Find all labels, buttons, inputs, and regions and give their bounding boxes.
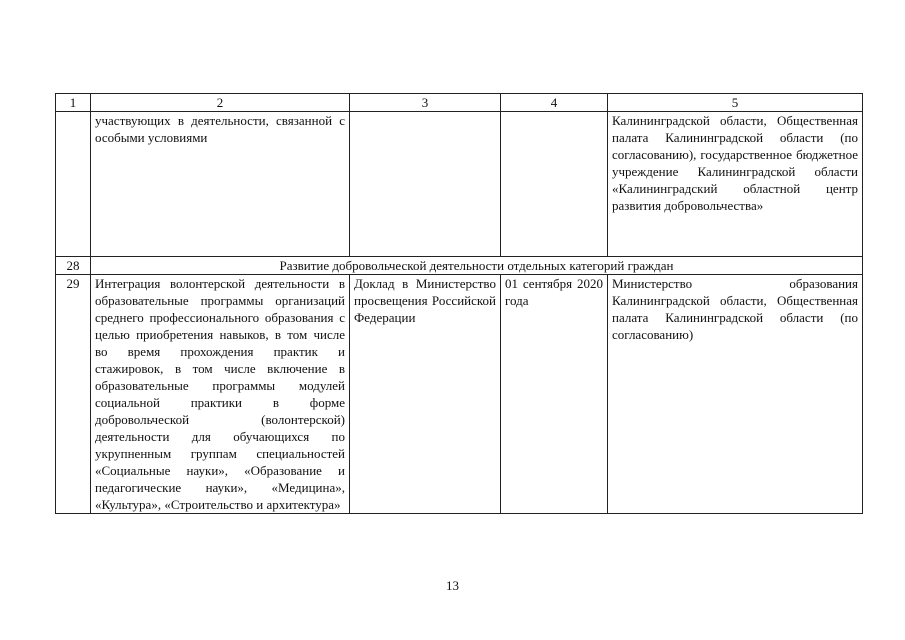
section-row-title: Развитие добровольческой деятельности отдельных категорий граждан	[91, 257, 863, 275]
row-29-activity: Интеграция волонтерской деятельности в образовательные программы организаций среднего профессионального образования с целью приобретения навыков, в том числе во время прохождения практик и стажировок, в том числе включение в образовательные программы модулей социальной практики в форме добровольческой (волонтерской) деятельности для обучающихся по укрупненным группам специальностей «Социальные науки», «Образование и педагогические науки», «Медицина», «Культура», «Строительство и архитектура»	[91, 275, 350, 514]
header-col-2: 2	[91, 94, 350, 112]
header-col-3: 3	[350, 94, 501, 112]
document-table	[55, 93, 863, 514]
header-col-5: 5	[608, 94, 863, 112]
section-row	[56, 257, 863, 275]
continued-row	[56, 112, 863, 257]
section-row-num: 28	[56, 257, 91, 275]
continued-row-deadline	[501, 112, 608, 257]
row-29-responsible: Министерство образования Калининградской области, Общественная палата Калининградской области (по согласованию)	[608, 275, 863, 514]
header-col-1: 1	[56, 94, 91, 112]
table-row	[56, 275, 863, 514]
continued-row-num	[56, 112, 91, 257]
row-29-deadline: 01 сентября 2020 года	[501, 275, 608, 514]
row-29-num: 29	[56, 275, 91, 514]
continued-row-responsible: Калининградской области, Общественная палата Калининградской области (по согласованию), государственное бюджетное учреждение Калининградской области «Калининградский областной центр развития добровольчества»	[608, 112, 863, 257]
row-29-form: Доклад в Министерство просвещения Российской Федерации	[350, 275, 501, 514]
continued-row-form	[350, 112, 501, 257]
header-row	[56, 94, 863, 112]
header-col-4: 4	[501, 94, 608, 112]
continued-row-activity: участвующих в деятельности, связанной с особыми условиями	[91, 112, 350, 257]
page-number: 13	[446, 578, 459, 593]
